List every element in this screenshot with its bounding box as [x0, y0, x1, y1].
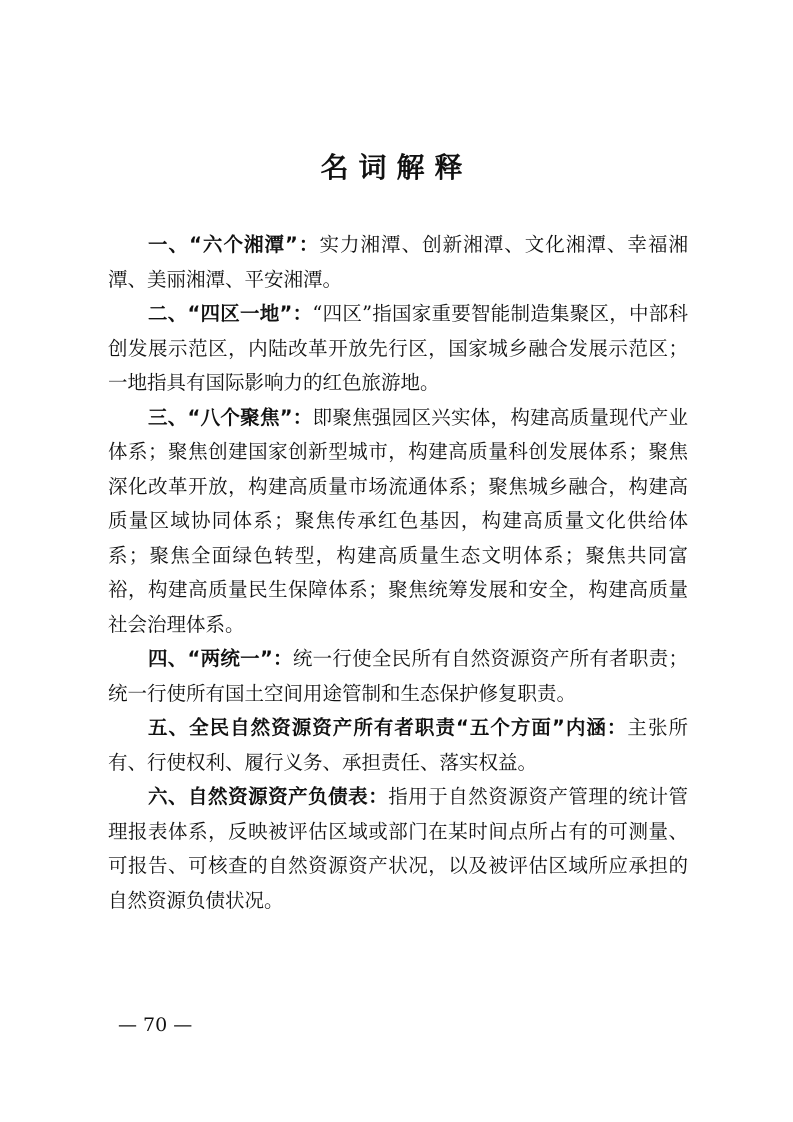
glossary-definition: 主张所有、行使权利、履行义务、承担责任、落实权益。: [108, 716, 688, 774]
glossary-term: 六、自然资源资产负债表：: [148, 785, 389, 808]
glossary-entry-4: [108, 642, 688, 711]
page-number: — 70 —: [118, 1014, 193, 1036]
glossary-body: [108, 228, 688, 918]
glossary-definition: 统一行使全民所有自然资源资产所有者职责；统一行使所有国土空间用途管制和生态保护修复职责。: [108, 647, 688, 705]
glossary-definition: “四区”指国家重要智能制造集聚区，中部科创发展示范区，内陆改革开放先行区，国家城乡融合发展示范区；一地指具有国际影响力的红色旅游地。: [108, 302, 688, 394]
glossary-term: 五、全民自然资源资产所有者职责“五个方面”内涵：: [148, 716, 628, 739]
glossary-entry-3: [108, 401, 688, 643]
glossary-term: 四、“两统一”：: [148, 647, 293, 670]
glossary-definition: 实力湘潭、创新湘潭、文化湘潭、幸福湘潭、美丽湘潭、平安湘潭。: [108, 233, 688, 291]
glossary-entry-1: [108, 228, 688, 297]
glossary-entry-5: [108, 711, 688, 780]
glossary-definition: 指用于自然资源资产管理的统计管理报表体系，反映被评估区域或部门在某时间点所占有的可测量、可报告、可核查的自然资源资产状况，以及被评估区域所应承担的自然资源负债状况。: [108, 785, 688, 912]
glossary-term: 二、“四区一地”：: [148, 302, 313, 325]
glossary-definition: 即聚焦强园区兴实体，构建高质量现代产业体系；聚焦创建国家创新型城市，构建高质量科创发展体系；聚焦深化改革开放，构建高质量市场流通体系；聚焦城乡融合，构建高质量区域协同体系；聚焦传承红色基因，构建高质量文化供给体系；聚焦全面绿色转型，构建高质量生态文明体系；聚焦共同富裕，构建高质量民生保障体系；聚焦统筹发展和安全，构建高质量社会治理体系。: [108, 405, 688, 636]
glossary-entry-6: [108, 780, 688, 918]
glossary-entry-2: [108, 297, 688, 401]
glossary-term: 一、“六个湘潭”：: [148, 233, 320, 256]
glossary-term: 三、“八个聚焦”：: [148, 405, 313, 429]
page-title: 名词解释: [320, 151, 473, 184]
